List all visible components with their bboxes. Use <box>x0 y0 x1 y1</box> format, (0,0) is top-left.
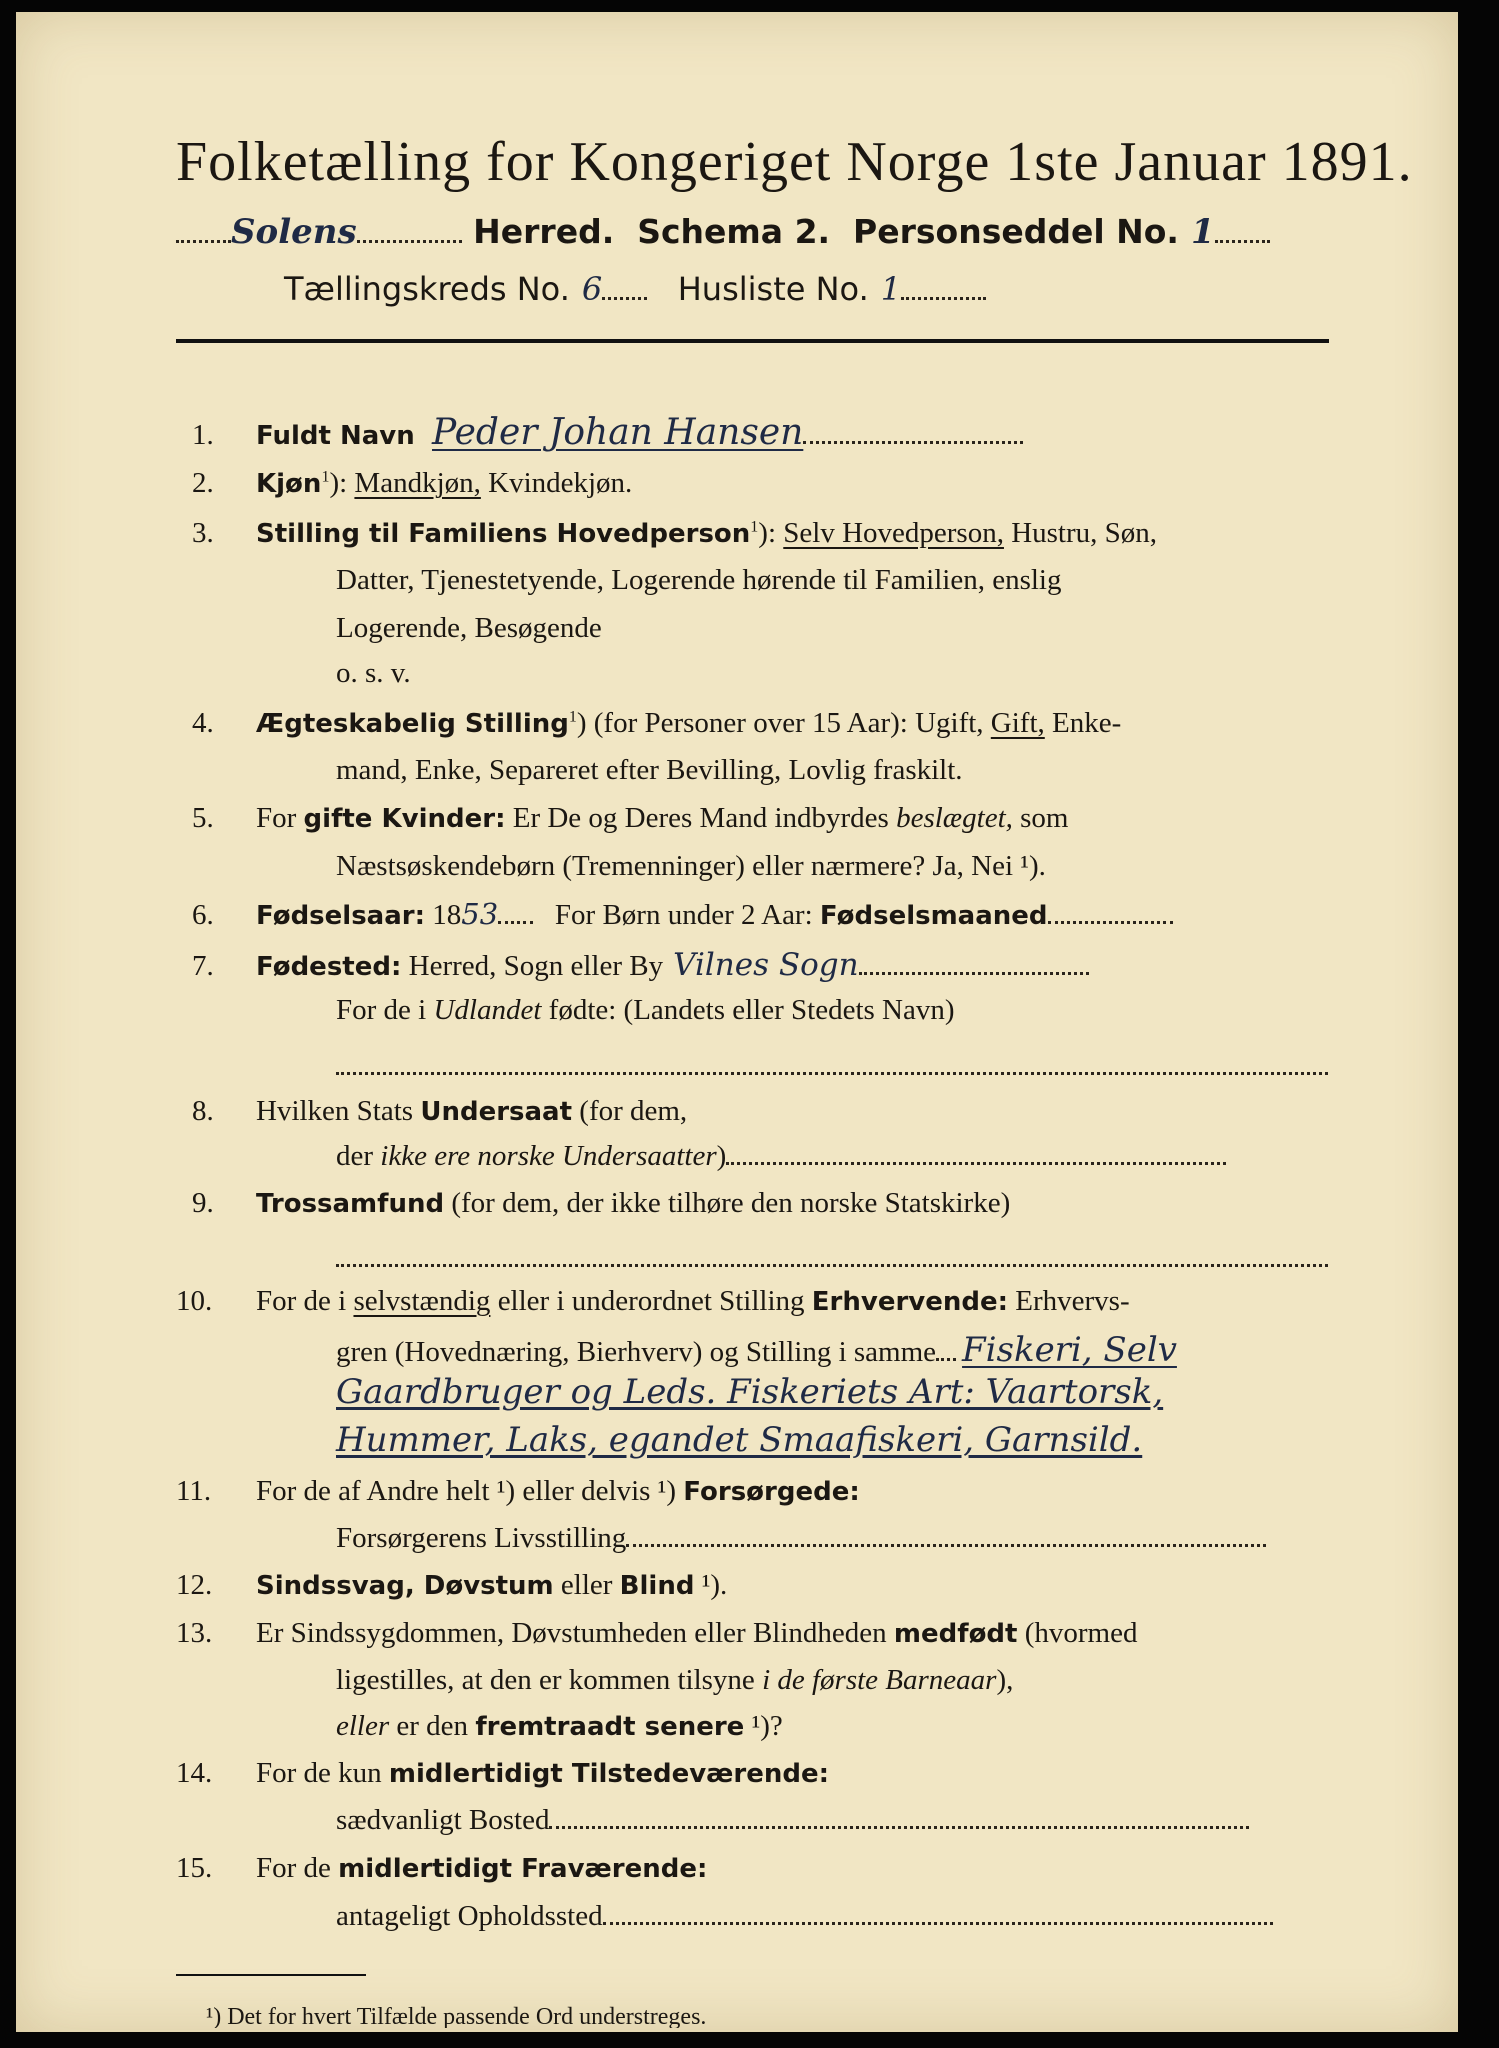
item-11: 11. For de af Andre helt ¹) eller delvis ¹) Forsørgede: <box>176 1475 860 1507</box>
item-2: 2. Kjøn$^1$): Mandkjøn, Kvindekjøn. <box>192 467 633 499</box>
herred-value: Solens <box>231 212 357 252</box>
kreds-line <box>284 270 986 308</box>
item-10-line2: gren (Hovednæring, Bierhverv) og Stilling i samme Fiskeri, Selv <box>336 1330 1177 1370</box>
item-7: 7. Fødested: Herred, Sogn eller By Vilnes Sogn <box>192 947 1089 983</box>
form-title: Folketælling for Kongeriget Norge 1ste Januar 1891. <box>176 131 1413 193</box>
item-3: 3. Stilling til Familiens Hovedperson$^1$): Selv Hovedperson, Hustru, Søn, <box>192 517 1158 549</box>
q2-mandkjon: Mandkjøn, <box>354 467 481 499</box>
item-8: 8. Hvilken Stats Undersaat (for dem, <box>192 1095 688 1127</box>
item-11-line2: Forsørgerens Livsstilling <box>336 1522 1266 1555</box>
kreds-label: Tællingskreds No. <box>284 270 570 308</box>
item-3-line4: o. s. v. <box>336 657 411 689</box>
q10-hw-line1: Fiskeri, Selv <box>962 1330 1177 1370</box>
item-8-line2: der ikke ere norske Undersaatter) <box>336 1140 1226 1173</box>
census-form-sheet <box>16 12 1458 2032</box>
item-4: 4. Ægteskabelig Stilling$^1$) (for Personer over 15 Aar): Ugift, Gift, Enke- <box>192 707 1122 739</box>
q7-value: Vilnes Sogn <box>673 947 859 983</box>
item-9: 9. Trossamfund (for dem, der ikke tilhøre den norske Statskirke) <box>192 1187 1011 1219</box>
item-13-line2: ligestilles, at den er kommen tilsyne i de første Barneaar), <box>336 1664 1014 1696</box>
item-5-line2: Næstsøskendebørn (Tremenninger) eller nærmere? Ja, Nei ¹). <box>336 850 1046 882</box>
herred-line <box>176 212 1270 252</box>
item-3-line3: Logerende, Besøgende <box>336 612 602 644</box>
q10-hw-line2: Gaardbruger og Leds. Fiskeriets Art: Vaartorsk, <box>336 1372 1164 1412</box>
item-7-line2: For de i Udlandet fødte: (Landets eller Stedets Navn) <box>336 994 955 1026</box>
item-10: 10. For de i selvstændig eller i underordnet Stilling Erhvervende: Erhvervs- <box>176 1285 1130 1317</box>
husliste-value: 1 <box>880 270 902 308</box>
item-5: 5. For gifte Kvinder: Er De og Deres Mand indbyrdes beslægtet, som <box>192 802 1069 834</box>
kreds-value: 6 <box>581 270 603 308</box>
item-13: 13. Er Sindssygdommen, Døvstumheden eller Blindheden medfødt (hvormed <box>176 1617 1138 1649</box>
q3-selv-hovedperson: Selv Hovedperson, <box>783 517 1004 549</box>
item-9-answer-line <box>336 1252 1328 1271</box>
item-6: 6. Fødselsaar: 1853 For Børn under 2 Aar: Fødselsmaaned <box>192 897 1173 932</box>
q6-value: 53 <box>461 897 499 931</box>
item-3-line2: Datter, Tjenestetyende, Logerende hørende til Familien, enslig <box>336 564 1062 596</box>
item-14-line2: sædvanligt Bosted <box>336 1804 1249 1837</box>
q1-label: Fuldt Navn <box>256 421 415 451</box>
husliste-label: Husliste No. <box>677 270 869 308</box>
footnote: ¹) Det for hvert Tilfælde passende Ord understreges. <box>206 2004 707 2028</box>
item-15-line2: antageligt Opholdssted <box>336 1900 1273 1933</box>
q10-hw-line3: Hummer, Laks, egandet Smaafiskeri, Garnsild. <box>336 1420 1143 1460</box>
item-14: 14. For de kun midlertidigt Tilstedeværende: <box>176 1757 830 1789</box>
item-4-line2: mand, Enke, Separeret efter Bevilling, Lovlig fraskilt. <box>336 754 963 786</box>
herred-label: Herred. <box>473 212 615 251</box>
q10-selvstaendig: selvstændig <box>353 1285 491 1317</box>
q1-value: Peder Johan Hansen <box>432 412 804 453</box>
personseddel-label: Personseddel No. <box>853 212 1179 251</box>
header-rule <box>176 339 1329 343</box>
item-15: 15. For de midlertidigt Fraværende: <box>176 1852 708 1884</box>
personseddel-value: 1 <box>1190 212 1215 252</box>
item-7-answer-line <box>336 1060 1328 1079</box>
schema-label: Schema 2. <box>637 212 831 251</box>
q4-gift: Gift, <box>990 707 1045 739</box>
footnote-rule <box>176 1974 366 1976</box>
item-12: 12. Sindssvag, Døvstum eller Blind ¹). <box>176 1569 728 1601</box>
item-1: 1. Fuldt Navn Peder Johan Hansen <box>192 412 1023 453</box>
item-13-line3: eller er den fremtraadt senere ¹)? <box>336 1710 783 1742</box>
